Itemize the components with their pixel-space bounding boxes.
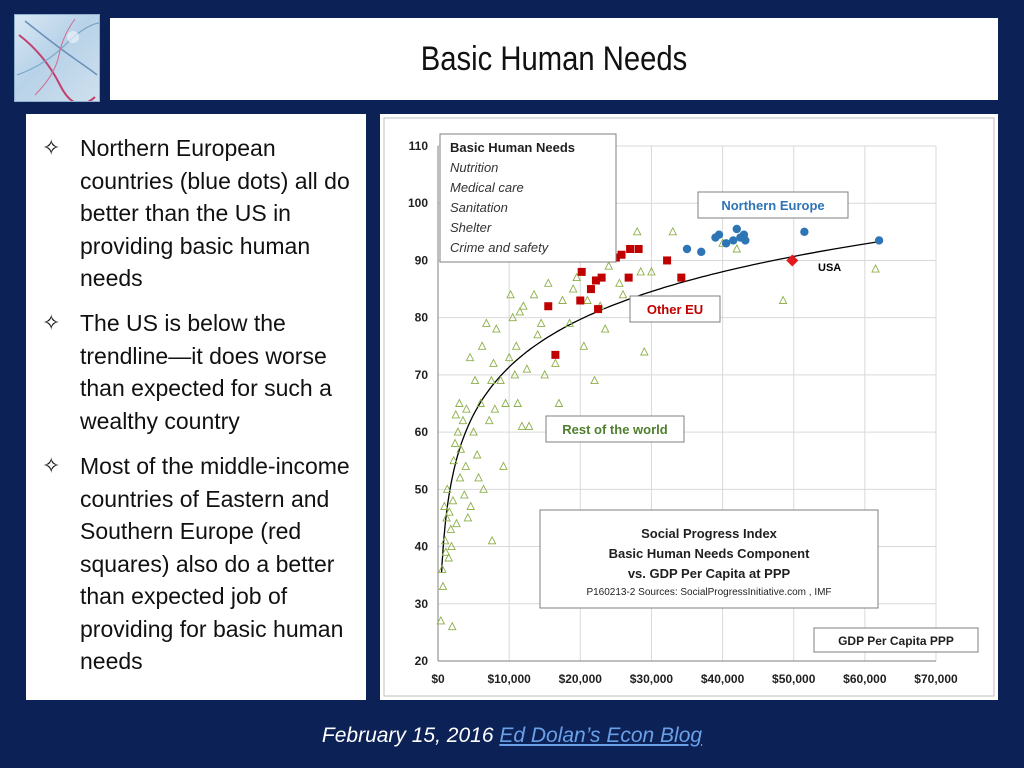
chart-source: P160213-2 Sources: SocialProgressInitiative.com , IMF <box>586 587 832 598</box>
legend-box <box>440 134 616 262</box>
label-northern-europe <box>698 192 848 218</box>
logo-image <box>14 14 100 102</box>
blog-link[interactable]: Ed Dolan’s Econ Blog <box>499 724 703 747</box>
scatter-chart <box>380 114 998 700</box>
bullet-text: Northern European countries (blue dots) all do better than the US in providing basic human needs <box>80 135 350 291</box>
title-bar <box>110 18 998 100</box>
chart-title-line-3: vs. GDP Per Capita at PPP <box>627 566 791 581</box>
other-eu-point <box>677 274 685 282</box>
legend-item: Shelter <box>450 220 492 235</box>
other-eu-point <box>578 268 586 276</box>
other-eu-point <box>663 256 671 264</box>
x-tick-label: $70,000 <box>914 672 958 686</box>
y-tick-label: 20 <box>414 654 428 668</box>
x-tick-label: $40,000 <box>700 672 745 686</box>
northern-europe-point <box>715 230 723 238</box>
annotation-rest-of-world: Rest of the world <box>562 422 668 437</box>
northern-europe-point <box>697 248 705 256</box>
y-tick-label: 100 <box>407 196 428 211</box>
chart-title-line-1: Social Progress Index <box>641 526 777 541</box>
star-bullet-icon: ✧ <box>42 135 61 160</box>
bullet-panel <box>26 114 366 700</box>
bullet-item-1 <box>42 132 362 295</box>
star-bullet-icon: ✧ <box>42 310 61 335</box>
other-eu-point <box>618 251 626 259</box>
label-rest-of-world <box>546 416 684 442</box>
bullet-text: The US is below the trendline—it does worse than expected for such a wealthy country <box>80 310 332 434</box>
other-eu-point <box>598 274 606 282</box>
legend-item: Sanitation <box>450 200 508 215</box>
y-tick-label: 50 <box>414 482 428 497</box>
legend-heading: Basic Human Needs <box>450 140 575 155</box>
footer-date: February 15, 2016 <box>321 724 494 747</box>
other-eu-point <box>576 297 584 305</box>
y-tick-label: 60 <box>414 425 428 440</box>
y-tick-label: 90 <box>414 253 428 268</box>
y-tick-label: 80 <box>414 310 428 325</box>
other-eu-point <box>594 305 602 313</box>
star-bullet-icon: ✧ <box>42 453 61 478</box>
northern-europe-point <box>733 225 741 233</box>
x-tick-label: $60,000 <box>843 672 887 686</box>
x-tick-label: $10,000 <box>487 672 531 686</box>
other-eu-point <box>544 302 552 310</box>
chart-panel <box>380 114 998 700</box>
northern-europe-point <box>800 228 808 236</box>
bullet-item-2 <box>42 307 362 437</box>
x-tick-label: $50,000 <box>772 672 816 686</box>
legend-item: Crime and safety <box>450 240 549 255</box>
other-eu-point <box>635 245 643 253</box>
northern-europe-point <box>741 236 749 244</box>
annotation-usa: USA <box>818 262 842 274</box>
northern-europe-point <box>683 245 691 253</box>
slide-title: Basic Human Needs <box>420 40 688 78</box>
other-eu-point <box>626 245 634 253</box>
other-eu-point <box>625 274 633 282</box>
y-tick-label: 110 <box>408 139 428 153</box>
chart-title-box <box>540 510 878 608</box>
legend-item: Medical care <box>450 180 524 195</box>
annotation-other-eu: Other EU <box>646 302 704 317</box>
logo-graphic <box>15 15 99 101</box>
legend-item: Nutrition <box>450 160 499 175</box>
y-tick-label: 70 <box>414 367 428 382</box>
x-tick-label: $20,000 <box>558 672 602 686</box>
chart-title-line-2: Basic Human Needs Component <box>608 546 810 561</box>
x-axis-title: GDP Per Capita PPP <box>838 634 954 648</box>
y-tick-label: 40 <box>414 539 428 554</box>
x-axis-title-box <box>814 628 978 652</box>
footer <box>0 724 1024 748</box>
bullet-text: Most of the middle-income countries of Eastern and Southern Europe (red squares) also do a better than expected job of providing for basic human needs <box>80 453 350 674</box>
y-tick-label: 30 <box>414 596 428 611</box>
x-tick-label: $30,000 <box>629 672 674 686</box>
x-tick-label: $0 <box>431 672 445 686</box>
label-other-eu <box>630 296 720 322</box>
other-eu-point <box>587 285 595 293</box>
northern-europe-point <box>875 236 883 244</box>
bullet-item-3 <box>42 450 362 678</box>
other-eu-point <box>551 351 559 359</box>
annotation-northern-europe: Northern Europe <box>721 198 825 213</box>
